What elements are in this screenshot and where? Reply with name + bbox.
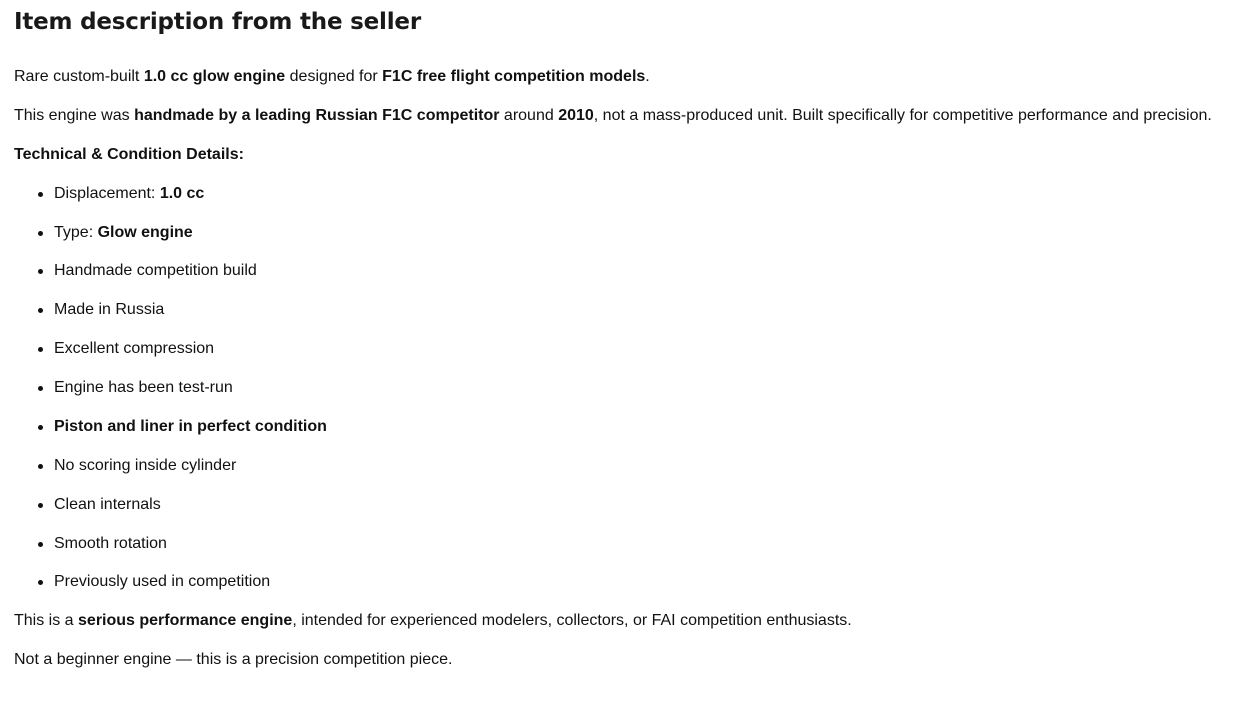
bullet-icon [38, 542, 43, 547]
intro-text: designed for [285, 68, 383, 85]
list-item: Handmade competition build [54, 262, 257, 279]
bullet-icon [38, 464, 43, 469]
list-item [54, 184, 204, 204]
intro-paragraph-1 [14, 67, 650, 87]
closing-text: , intended for experienced modelers, collectors, or FAI competition enthusiasts. [292, 612, 852, 629]
closing-text: This is a [14, 612, 79, 629]
closing-paragraph-1 [14, 611, 852, 631]
details-heading: Technical & Condition Details: [14, 146, 244, 163]
intro-emphasis-engine: 1.0 cc glow engine [143, 68, 286, 85]
intro-text: . [645, 68, 650, 85]
list-item-label: Type: [54, 224, 98, 241]
list-item: Smooth rotation [54, 535, 167, 552]
list-item [54, 223, 193, 243]
bullet-icon [38, 231, 43, 236]
bullet-icon [38, 347, 43, 352]
list-item: No scoring inside cylinder [54, 457, 237, 474]
closing-paragraph-2: Not a beginner engine — this is a precision competition piece. [14, 651, 453, 668]
intro-text: , not a mass-produced unit. Built specifically for competitive performance and precision. [593, 107, 1212, 124]
list-item: Engine has been test-run [54, 379, 233, 396]
bullet-icon [38, 308, 43, 313]
list-item: Excellent compression [54, 340, 215, 357]
intro-paragraph-2 [14, 106, 1212, 126]
intro-emphasis-year: 2010 [558, 107, 594, 124]
list-item: Piston and liner in perfect condition [54, 418, 327, 435]
list-item: Clean internals [54, 496, 161, 513]
list-item-value: Glow engine [97, 224, 193, 241]
list-item: Made in Russia [54, 301, 165, 318]
section-title: Item description from the seller [14, 9, 421, 35]
intro-text: Rare custom-built [14, 68, 144, 85]
bullet-icon [38, 503, 43, 508]
intro-text: This engine was [14, 107, 135, 124]
list-item: Previously used in competition [54, 573, 271, 590]
bullet-icon [38, 580, 43, 585]
bullet-icon [38, 269, 43, 274]
closing-emphasis: serious performance engine [78, 612, 293, 629]
intro-text: around [499, 107, 559, 124]
intro-emphasis-maker: handmade by a leading Russian F1C competitor [134, 107, 500, 124]
list-item-value: 1.0 cc [159, 185, 205, 202]
list-item-label: Displacement: [54, 185, 160, 202]
bullet-icon [38, 386, 43, 391]
intro-emphasis-models: F1C free flight competition models [382, 68, 646, 85]
bullet-icon [38, 192, 43, 197]
bullet-icon [38, 425, 43, 430]
